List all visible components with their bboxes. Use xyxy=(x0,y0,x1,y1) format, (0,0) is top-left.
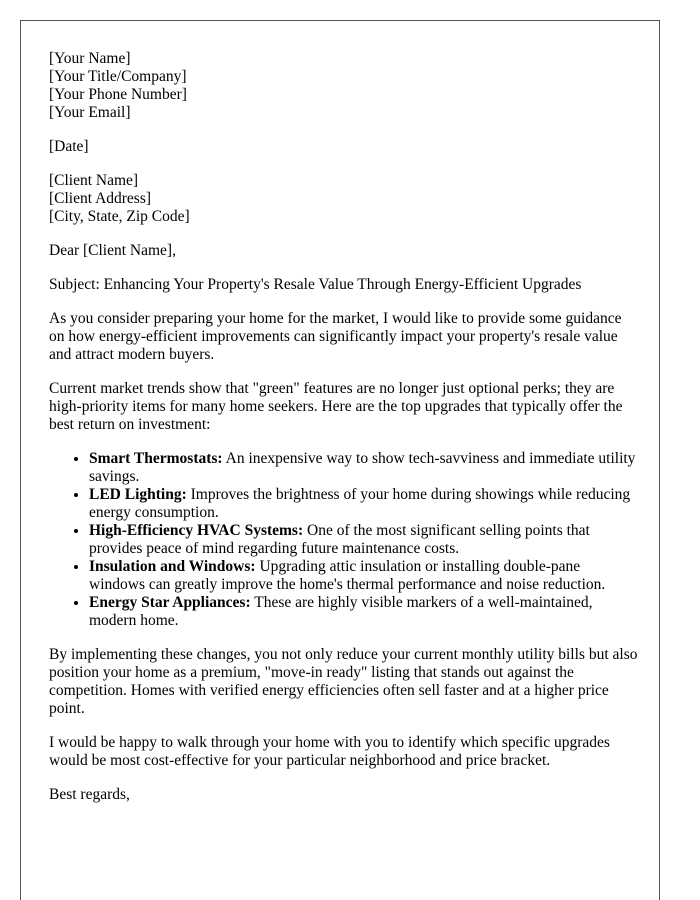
benefits-paragraph: By implementing these changes, you not only reduce your current monthly utility bills but also position your home as a premium, "move-in ready" listing that stands out against the competition. Homes with verified energy efficiencies often sell faster and at a higher price point. xyxy=(49,646,638,717)
closing-line: Best regards, xyxy=(49,786,130,803)
upgrade-text: These are highly visible markers of a well-maintained, modern home. xyxy=(89,594,593,629)
upgrade-title: Insulation and Windows: xyxy=(89,558,256,575)
upgrade-text: An inexpensive way to show tech-savviness and immediate utility savings. xyxy=(89,450,636,485)
upgrades-list xyxy=(49,450,639,630)
subject-line: Subject: Enhancing Your Property's Resale Value Through Energy-Efficient Upgrades xyxy=(49,276,582,293)
upgrade-title: Smart Thermostats: xyxy=(89,450,223,467)
sender-email: [Your Email] xyxy=(49,104,131,121)
sender-phone: [Your Phone Number] xyxy=(49,86,187,103)
list-item xyxy=(89,450,639,486)
list-item xyxy=(89,486,639,522)
list-item xyxy=(89,594,639,630)
letter-content xyxy=(49,50,639,820)
trends-paragraph: Current market trends show that "green" features are no longer just optional perks; they are high-priority items for many home seekers. Here are the top upgrades that typically offer the best return on investment: xyxy=(49,380,623,433)
date-block xyxy=(49,138,639,156)
list-item xyxy=(89,558,639,594)
letter-page xyxy=(20,20,660,900)
sender-block xyxy=(49,50,639,122)
upgrade-text: Improves the brightness of your home during showings while reducing energy consumption. xyxy=(89,486,631,521)
sender-name: [Your Name] xyxy=(49,50,131,67)
intro-paragraph: As you consider preparing your home for the market, I would like to provide some guidance on how energy-efficient improvements can significantly impact your property's resale value and attract modern buyers. xyxy=(49,310,622,363)
salutation: Dear [Client Name], xyxy=(49,242,176,259)
upgrade-title: Energy Star Appliances: xyxy=(89,594,251,611)
offer-paragraph: I would be happy to walk through your home with you to identify which specific upgrades would be most cost-effective for your particular neighborhood and price bracket. xyxy=(49,734,610,769)
upgrade-text: One of the most significant selling points that provides peace of mind regarding future maintenance costs. xyxy=(89,522,590,557)
letter-date: [Date] xyxy=(49,138,89,155)
recipient-name: [Client Name] xyxy=(49,172,139,189)
upgrade-title: LED Lighting: xyxy=(89,486,187,503)
recipient-city: [City, State, Zip Code] xyxy=(49,208,190,225)
list-item xyxy=(89,522,639,558)
sender-title: [Your Title/Company] xyxy=(49,68,187,85)
upgrade-text: Upgrading attic insulation or installing double-pane windows can greatly improve the home's thermal performance and noise reduction. xyxy=(89,558,606,593)
upgrade-title: High-Efficiency HVAC Systems: xyxy=(89,522,304,539)
recipient-address: [Client Address] xyxy=(49,190,152,207)
recipient-block xyxy=(49,172,639,226)
